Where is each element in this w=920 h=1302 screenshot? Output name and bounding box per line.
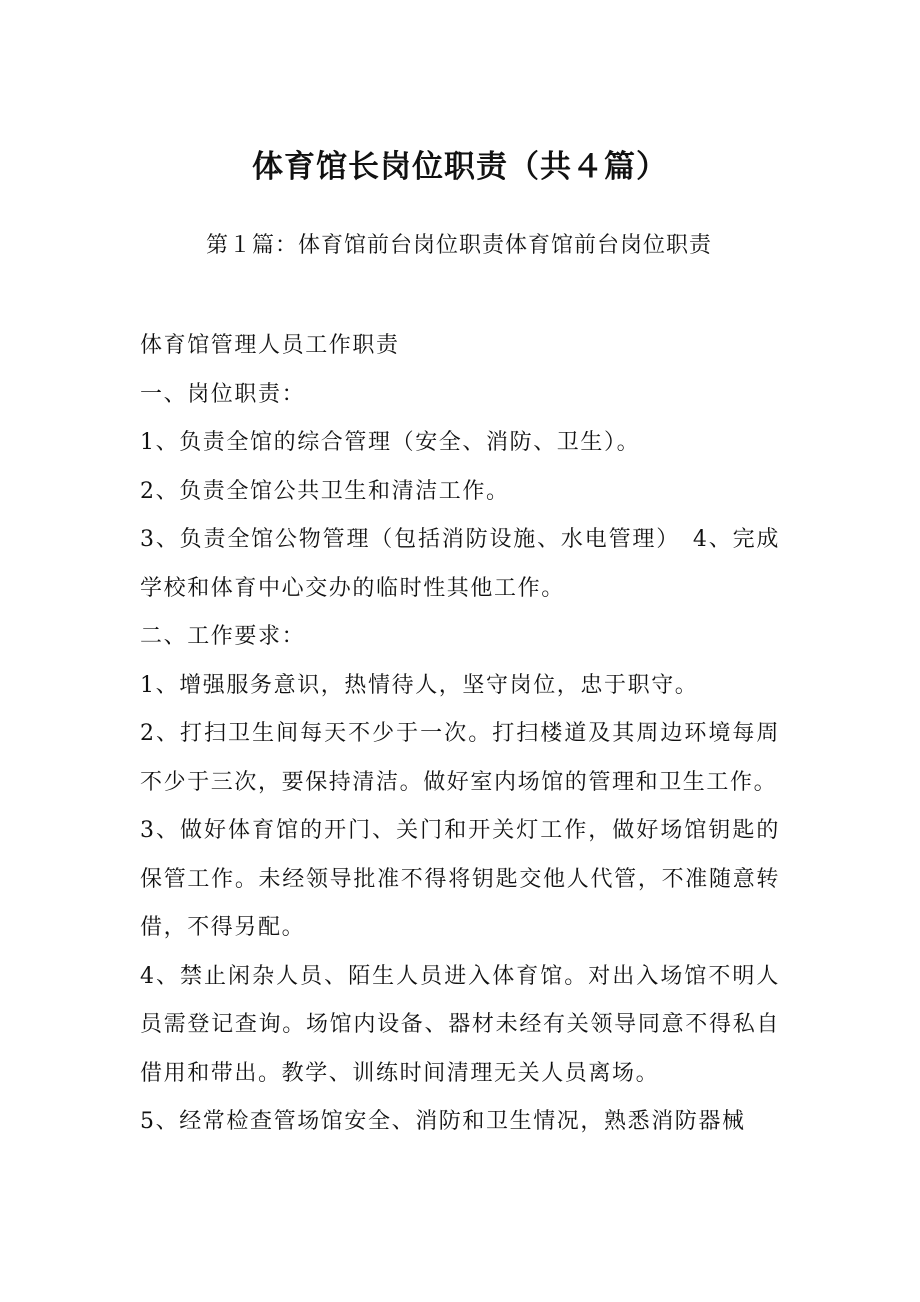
paragraph: 二、工作要求： [140, 624, 306, 649]
paragraph: 5、经常检查管场馆安全、消防和卫生情况，熟悉消防器械 [140, 1109, 746, 1134]
paragraph: 3、负责全馆公物管理（包括消防设施、水电管理） 4、完成学校和体育中心交办的临时性其他工作。 [140, 527, 780, 601]
paragraph: 1、增强服务意识，热情待人，坚守岗位，忠于职守。 [140, 672, 699, 698]
paragraph: 2、负责全馆公共卫生和清洁工作。 [140, 478, 510, 504]
paragraph: 体育馆管理人员工作职责 [140, 333, 400, 358]
paragraph: 一、岗位职责： [140, 381, 306, 407]
paragraph: 3、做好体育馆的开门、关门和开关灯工作，做好场馆钥匙的保管工作。未经领导批准不得将钥匙交他人代管，不准随意转借，不得另配。 [140, 818, 780, 940]
paragraph: 4、禁止闲杂人员、陌生人员进入体育馆。对出入场馆不明人员需登记查询。场馆内设备、器材未经有关领导同意不得私自借用和带出。教学、训练时间清理无关人员离场。 [140, 963, 780, 1086]
document-subtitle: 第１篇：体育馆前台岗位职责体育馆前台岗位职责 [206, 233, 713, 258]
document-body [140, 322, 780, 1147]
paragraph: 1、负责全馆的综合管理（安全、消防、卫生）。 [140, 430, 641, 455]
paragraph: 2、打扫卫生间每天不少于一次。打扫楼道及其周边环境每周不少于三次，要保持清洁。做好室内场馆的管理和卫生工作。 [140, 721, 780, 795]
document-title: 体育馆长岗位职责（共４篇） [252, 149, 668, 185]
